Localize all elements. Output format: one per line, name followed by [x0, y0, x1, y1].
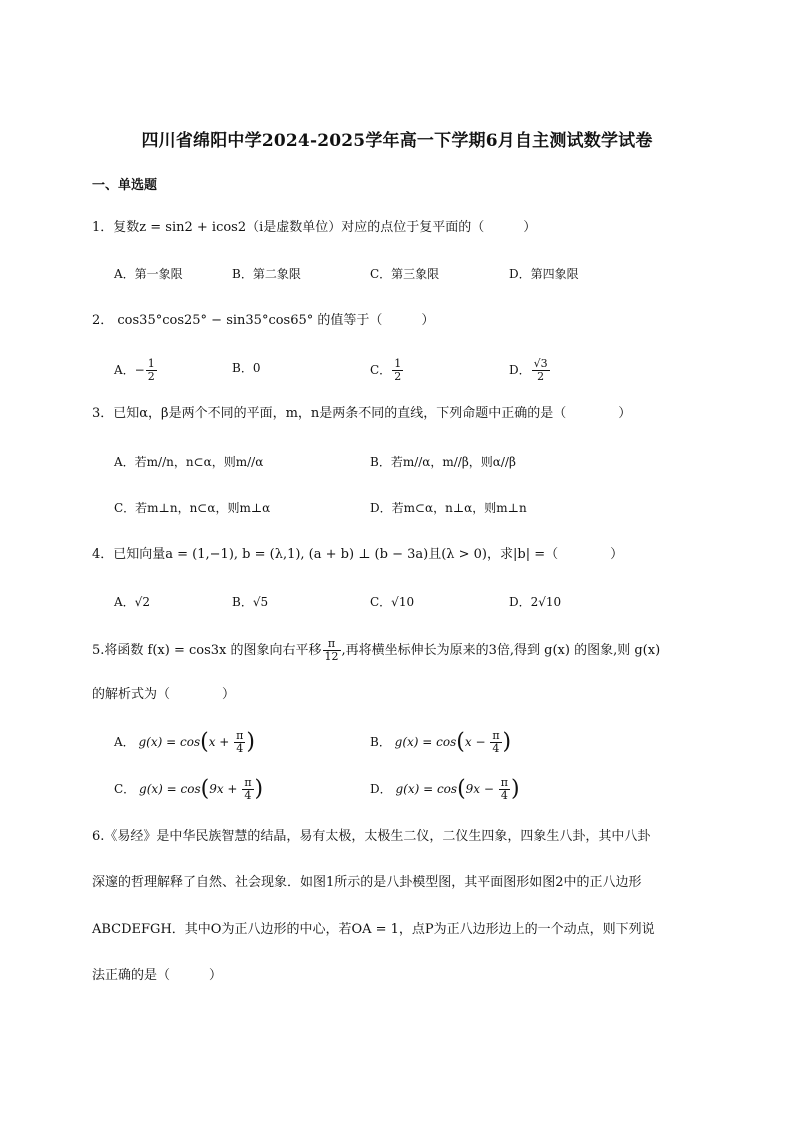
- q5-c-rparen: ): [254, 776, 264, 802]
- q2-option-c: [370, 358, 404, 383]
- q1-option-d: D．第四象限: [509, 267, 579, 281]
- question-4-stem: 4．已知向量a = (1,−1), b = (λ,1), (a + b) ⊥ (b − 3a)且(λ > 0)，求|b| =（ ）: [92, 547, 624, 562]
- q5-b-den: 4: [492, 742, 500, 755]
- q4-option-d: D．2√10: [509, 595, 562, 609]
- q5-d-num: π: [500, 776, 508, 789]
- q2-a-num: 1: [147, 357, 155, 370]
- question-6-line-4: 法正确的是（ ）: [92, 968, 223, 983]
- q2-d-num: √3: [533, 357, 548, 370]
- q5-a-prefix: g(x) = cos: [138, 735, 201, 749]
- q5-d-inner: 9x −: [465, 782, 498, 796]
- q4-option-b: B．√5: [232, 595, 269, 609]
- q4-option-c: C．√10: [370, 595, 415, 609]
- q1-option-a: A．第一象限: [114, 267, 183, 281]
- q5-c-lparen: (: [200, 776, 210, 802]
- q2-option-d-fraction: [532, 358, 550, 383]
- q5-b-num: π: [492, 729, 500, 742]
- q1-option-b: B．第二象限: [232, 267, 301, 281]
- q5-b-inner: x −: [464, 735, 490, 749]
- q5-b-fraction: [490, 730, 501, 755]
- q5-stem-part1: 5.将函数 f(x) = cos3x 的图象向右平移: [92, 643, 322, 658]
- q2-option-a: [114, 358, 158, 383]
- q2-option-a-label: A．−: [114, 363, 145, 377]
- q2-option-c-fraction: [392, 358, 403, 383]
- q2-option-c-label: C．: [370, 363, 392, 377]
- page-title: 四川省绵阳中学2024-2025学年高一下学期6月自主测试数学试卷: [141, 131, 653, 151]
- q5-stem-part2: ,再将横坐标伸长为原来的3倍,得到 g(x) 的图象,则 g(x): [341, 643, 661, 658]
- question-1-stem: 1．复数z = sin2 + icos2（i是虚数单位）对应的点位于复平面的（ ）: [92, 220, 537, 235]
- q2-option-d-label: D．: [509, 363, 531, 377]
- q5-c-inner: 9x +: [209, 782, 242, 796]
- q5-c-prefix: g(x) = cos: [139, 782, 201, 796]
- q5-a-num: π: [236, 729, 244, 742]
- q5-c-den: 4: [244, 789, 252, 802]
- q5-a-lparen: (: [200, 729, 209, 755]
- question-6-line-2: 深邃的哲理解释了自然、社会现象．如图1所示的是八卦模型图，其平面图形如图2中的正八边形: [92, 875, 642, 890]
- q2-a-den: 2: [147, 370, 155, 383]
- q5-d-fraction: [499, 777, 510, 802]
- q3-option-b: B．若m//α，m//β，则α//β: [370, 455, 516, 469]
- q5-a-inner: x +: [208, 735, 234, 749]
- q5-c-num: π: [244, 776, 252, 789]
- q5-b-prefix: g(x) = cos: [394, 735, 457, 749]
- q5-option-b: [370, 730, 511, 755]
- q5-b-rparen: ): [502, 729, 512, 755]
- q5-d-lparen: (: [457, 776, 466, 802]
- question-3-stem: 3．已知α，β是两个不同的平面，m，n是两条不同的直线，下列命题中正确的是（ ）: [92, 406, 632, 421]
- q5-d-label: D．: [370, 782, 392, 796]
- q5-option-c: [114, 777, 263, 802]
- q5-shift-fraction: [323, 638, 341, 663]
- q3-option-a: A．若m//n，n⊂α，则m//α: [114, 455, 264, 469]
- q5-shift-den: 12: [324, 650, 339, 663]
- question-6-line-3: ABCDEFGH．其中O为正八边形的中心，若OA = 1，点P为正八边形边上的一个动点，则下列说: [92, 922, 655, 937]
- q5-option-a: [114, 730, 255, 755]
- q2-option-a-fraction: [146, 358, 157, 383]
- q5-a-label: A．: [114, 735, 135, 749]
- q5-b-label: B．: [370, 735, 391, 749]
- q5-c-fraction: [242, 777, 253, 802]
- q3-option-c: C．若m⊥n，n⊂α，则m⊥α: [114, 501, 271, 515]
- q5-d-rparen: ): [510, 776, 520, 802]
- q1-option-c: C．第三象限: [370, 267, 440, 281]
- q5-a-rparen: ): [246, 729, 255, 755]
- question-2-stem: 2． cos35°cos25° − sin35°cos65° 的值等于（ ）: [92, 313, 435, 328]
- question-6-line-1: 6.《易经》是中华民族智慧的结晶，易有太极，太极生二仪，二仪生四象，四象生八卦，其中八卦: [92, 829, 651, 844]
- q2-option-b: B．0: [232, 361, 261, 375]
- q5-d-den: 4: [500, 789, 508, 802]
- q2-c-num: 1: [394, 357, 402, 370]
- q3-option-d: D．若m⊂α，n⊥α，则m⊥n: [370, 501, 527, 515]
- question-5-stem-line2: 的解析式为（ ）: [92, 687, 236, 702]
- q4-option-a: A．√2: [114, 595, 150, 609]
- q5-a-den: 4: [236, 742, 244, 755]
- q5-c-label: C．: [114, 782, 136, 796]
- q2-d-den: 2: [537, 370, 545, 383]
- q2-c-den: 2: [394, 370, 402, 383]
- q5-shift-num: π: [323, 638, 341, 651]
- q5-option-d: [370, 777, 520, 802]
- q5-a-fraction: [234, 730, 245, 755]
- q5-d-prefix: g(x) = cos: [395, 782, 458, 796]
- section-heading: 一、单选题: [92, 178, 158, 193]
- question-5-stem-line1: [92, 638, 660, 663]
- q2-option-d: [509, 358, 551, 383]
- q5-b-lparen: (: [456, 729, 465, 755]
